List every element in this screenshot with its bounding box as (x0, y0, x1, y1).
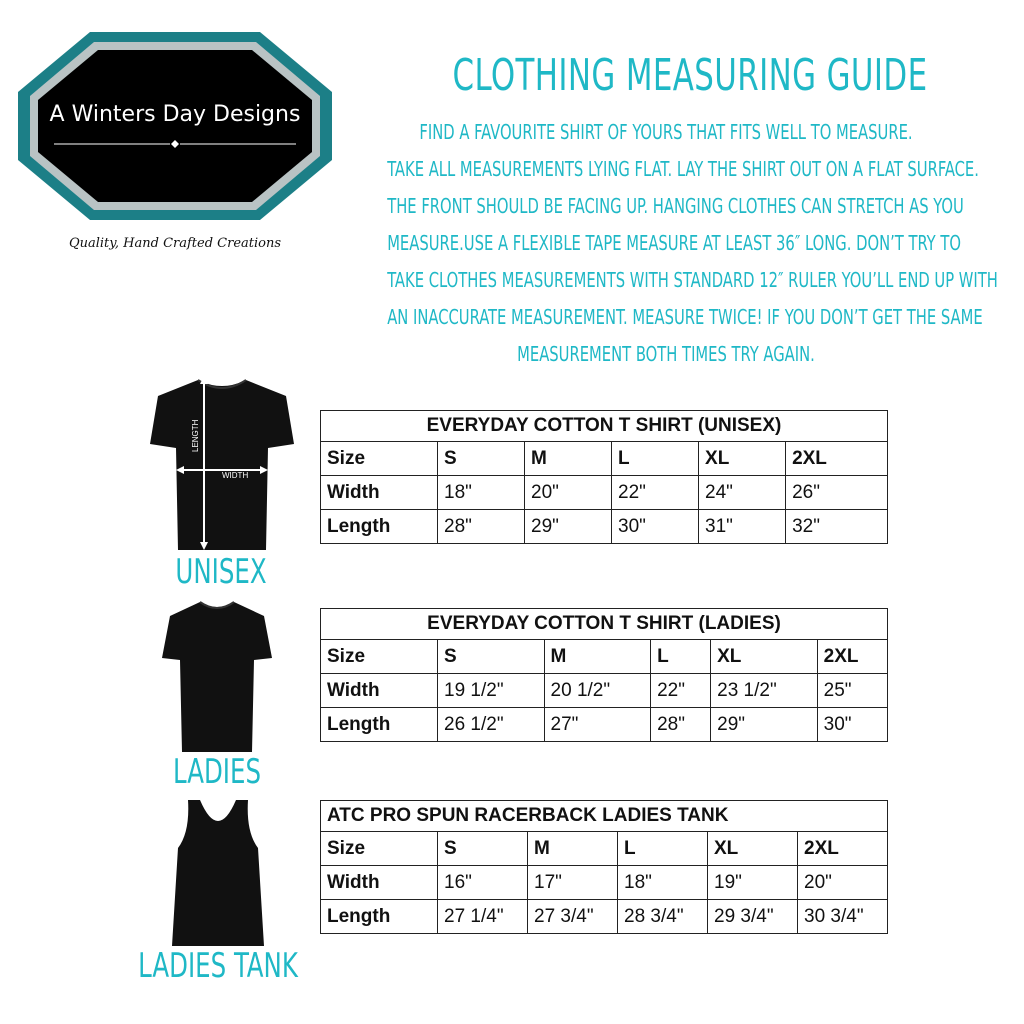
row-header: Length (321, 510, 438, 544)
table-cell: S (438, 442, 525, 476)
category-label-ladies-tank: LADIES TANK (138, 946, 298, 986)
category-label-ladies: LADIES (172, 752, 262, 792)
size-table-unisex (320, 410, 888, 544)
size-table-ladies-tank (320, 800, 888, 934)
table-cell: 27" (544, 708, 651, 742)
table-row (321, 674, 888, 708)
table-cell: 30 3/4" (798, 900, 888, 934)
table-title: ATC PRO SPUN RACERBACK LADIES TANK (321, 801, 888, 832)
table-cell: 32" (786, 510, 888, 544)
table-cell: XL (711, 640, 818, 674)
table-cell: 31" (699, 510, 786, 544)
table-cell: L (618, 832, 708, 866)
table-cell: 20" (798, 866, 888, 900)
ladies-tank-image (166, 796, 270, 952)
table-cell: 30" (612, 510, 699, 544)
length-label: LENGTH (191, 419, 200, 452)
table-cell: 23 1/2" (711, 674, 818, 708)
logo-tagline: Quality, Hand Crafted Creations (68, 236, 282, 251)
table-cell: 27 1/4" (438, 900, 528, 934)
size-table-ladies (320, 608, 888, 742)
table-cell: 2XL (798, 832, 888, 866)
table-row (321, 476, 888, 510)
table-cell: L (651, 640, 711, 674)
table-cell: 16" (438, 866, 528, 900)
row-header: Length (321, 900, 438, 934)
table-row (321, 510, 888, 544)
category-label-unisex: UNISEX (175, 552, 267, 592)
row-header: Size (321, 640, 438, 674)
table-title: EVERYDAY COTTON T SHIRT (UNISEX) (321, 411, 888, 442)
table-cell: S (438, 832, 528, 866)
table-cell: 28" (438, 510, 525, 544)
intro-line: THE FRONT SHOULD BE FACING UP. HANGING CLOTHES CAN STRETCH AS YOU (387, 194, 964, 218)
intro-line: MEASURE.USE A FLEXIBLE TAPE MEASURE AT LEAST 36″ LONG. DON’T TRY TO (387, 231, 962, 255)
table-cell: 22" (612, 476, 699, 510)
table-cell: 29" (525, 510, 612, 544)
table-cell: M (525, 442, 612, 476)
table-row (321, 708, 888, 742)
page-title: CLOTHING MEASURING GUIDE (452, 50, 928, 101)
table-cell: 28 3/4" (618, 900, 708, 934)
table-cell: 20" (525, 476, 612, 510)
table-cell: 19" (708, 866, 798, 900)
table-cell: 18" (618, 866, 708, 900)
table-cell: XL (708, 832, 798, 866)
table-cell: 19 1/2" (438, 674, 545, 708)
table-row (321, 640, 888, 674)
row-header: Width (321, 866, 438, 900)
table-row (321, 900, 888, 934)
row-header: Size (321, 442, 438, 476)
intro-line: FIND A FAVOURITE SHIRT OF YOURS THAT FITS WELL TO MEASURE. (419, 120, 913, 144)
unisex-shirt-image (146, 374, 298, 554)
table-row (321, 866, 888, 900)
intro-line: TAKE CLOTHES MEASUREMENTS WITH STANDARD 12″ RULER YOU’LL END UP WITH (387, 268, 998, 292)
ladies-shirt-image (158, 598, 276, 756)
table-cell: 22" (651, 674, 711, 708)
table-cell: 29" (711, 708, 818, 742)
table-row (321, 442, 888, 476)
table-cell: 25" (817, 674, 887, 708)
table-cell: 17" (528, 866, 618, 900)
table-row (321, 832, 888, 866)
row-header: Width (321, 674, 438, 708)
table-cell: 24" (699, 476, 786, 510)
table-cell: 28" (651, 708, 711, 742)
table-cell: 26" (786, 476, 888, 510)
intro-text (326, 114, 1006, 373)
table-cell: 2XL (817, 640, 887, 674)
intro-line: MEASUREMENT BOTH TIMES TRY AGAIN. (517, 342, 815, 366)
table-cell: L (612, 442, 699, 476)
intro-line: AN INACCURATE MEASUREMENT. MEASURE TWICE! IF YOU DON’T GET THE SAME (387, 305, 983, 329)
table-title: EVERYDAY COTTON T SHIRT (LADIES) (321, 609, 888, 640)
logo-name: A Winters Day Designs (49, 102, 301, 127)
table-cell: 30" (817, 708, 887, 742)
row-header: Length (321, 708, 438, 742)
width-label: WIDTH (222, 471, 249, 480)
table-cell: 18" (438, 476, 525, 510)
row-header: Width (321, 476, 438, 510)
table-cell: 29 3/4" (708, 900, 798, 934)
table-cell: 26 1/2" (438, 708, 545, 742)
intro-line: TAKE ALL MEASUREMENTS LYING FLAT. LAY THE SHIRT OUT ON A FLAT SURFACE. (387, 157, 979, 181)
table-cell: XL (699, 442, 786, 476)
table-cell: 2XL (786, 442, 888, 476)
row-header: Size (321, 832, 438, 866)
table-cell: S (438, 640, 545, 674)
table-cell: M (544, 640, 651, 674)
table-cell: M (528, 832, 618, 866)
table-cell: 20 1/2" (544, 674, 651, 708)
table-cell: 27 3/4" (528, 900, 618, 934)
